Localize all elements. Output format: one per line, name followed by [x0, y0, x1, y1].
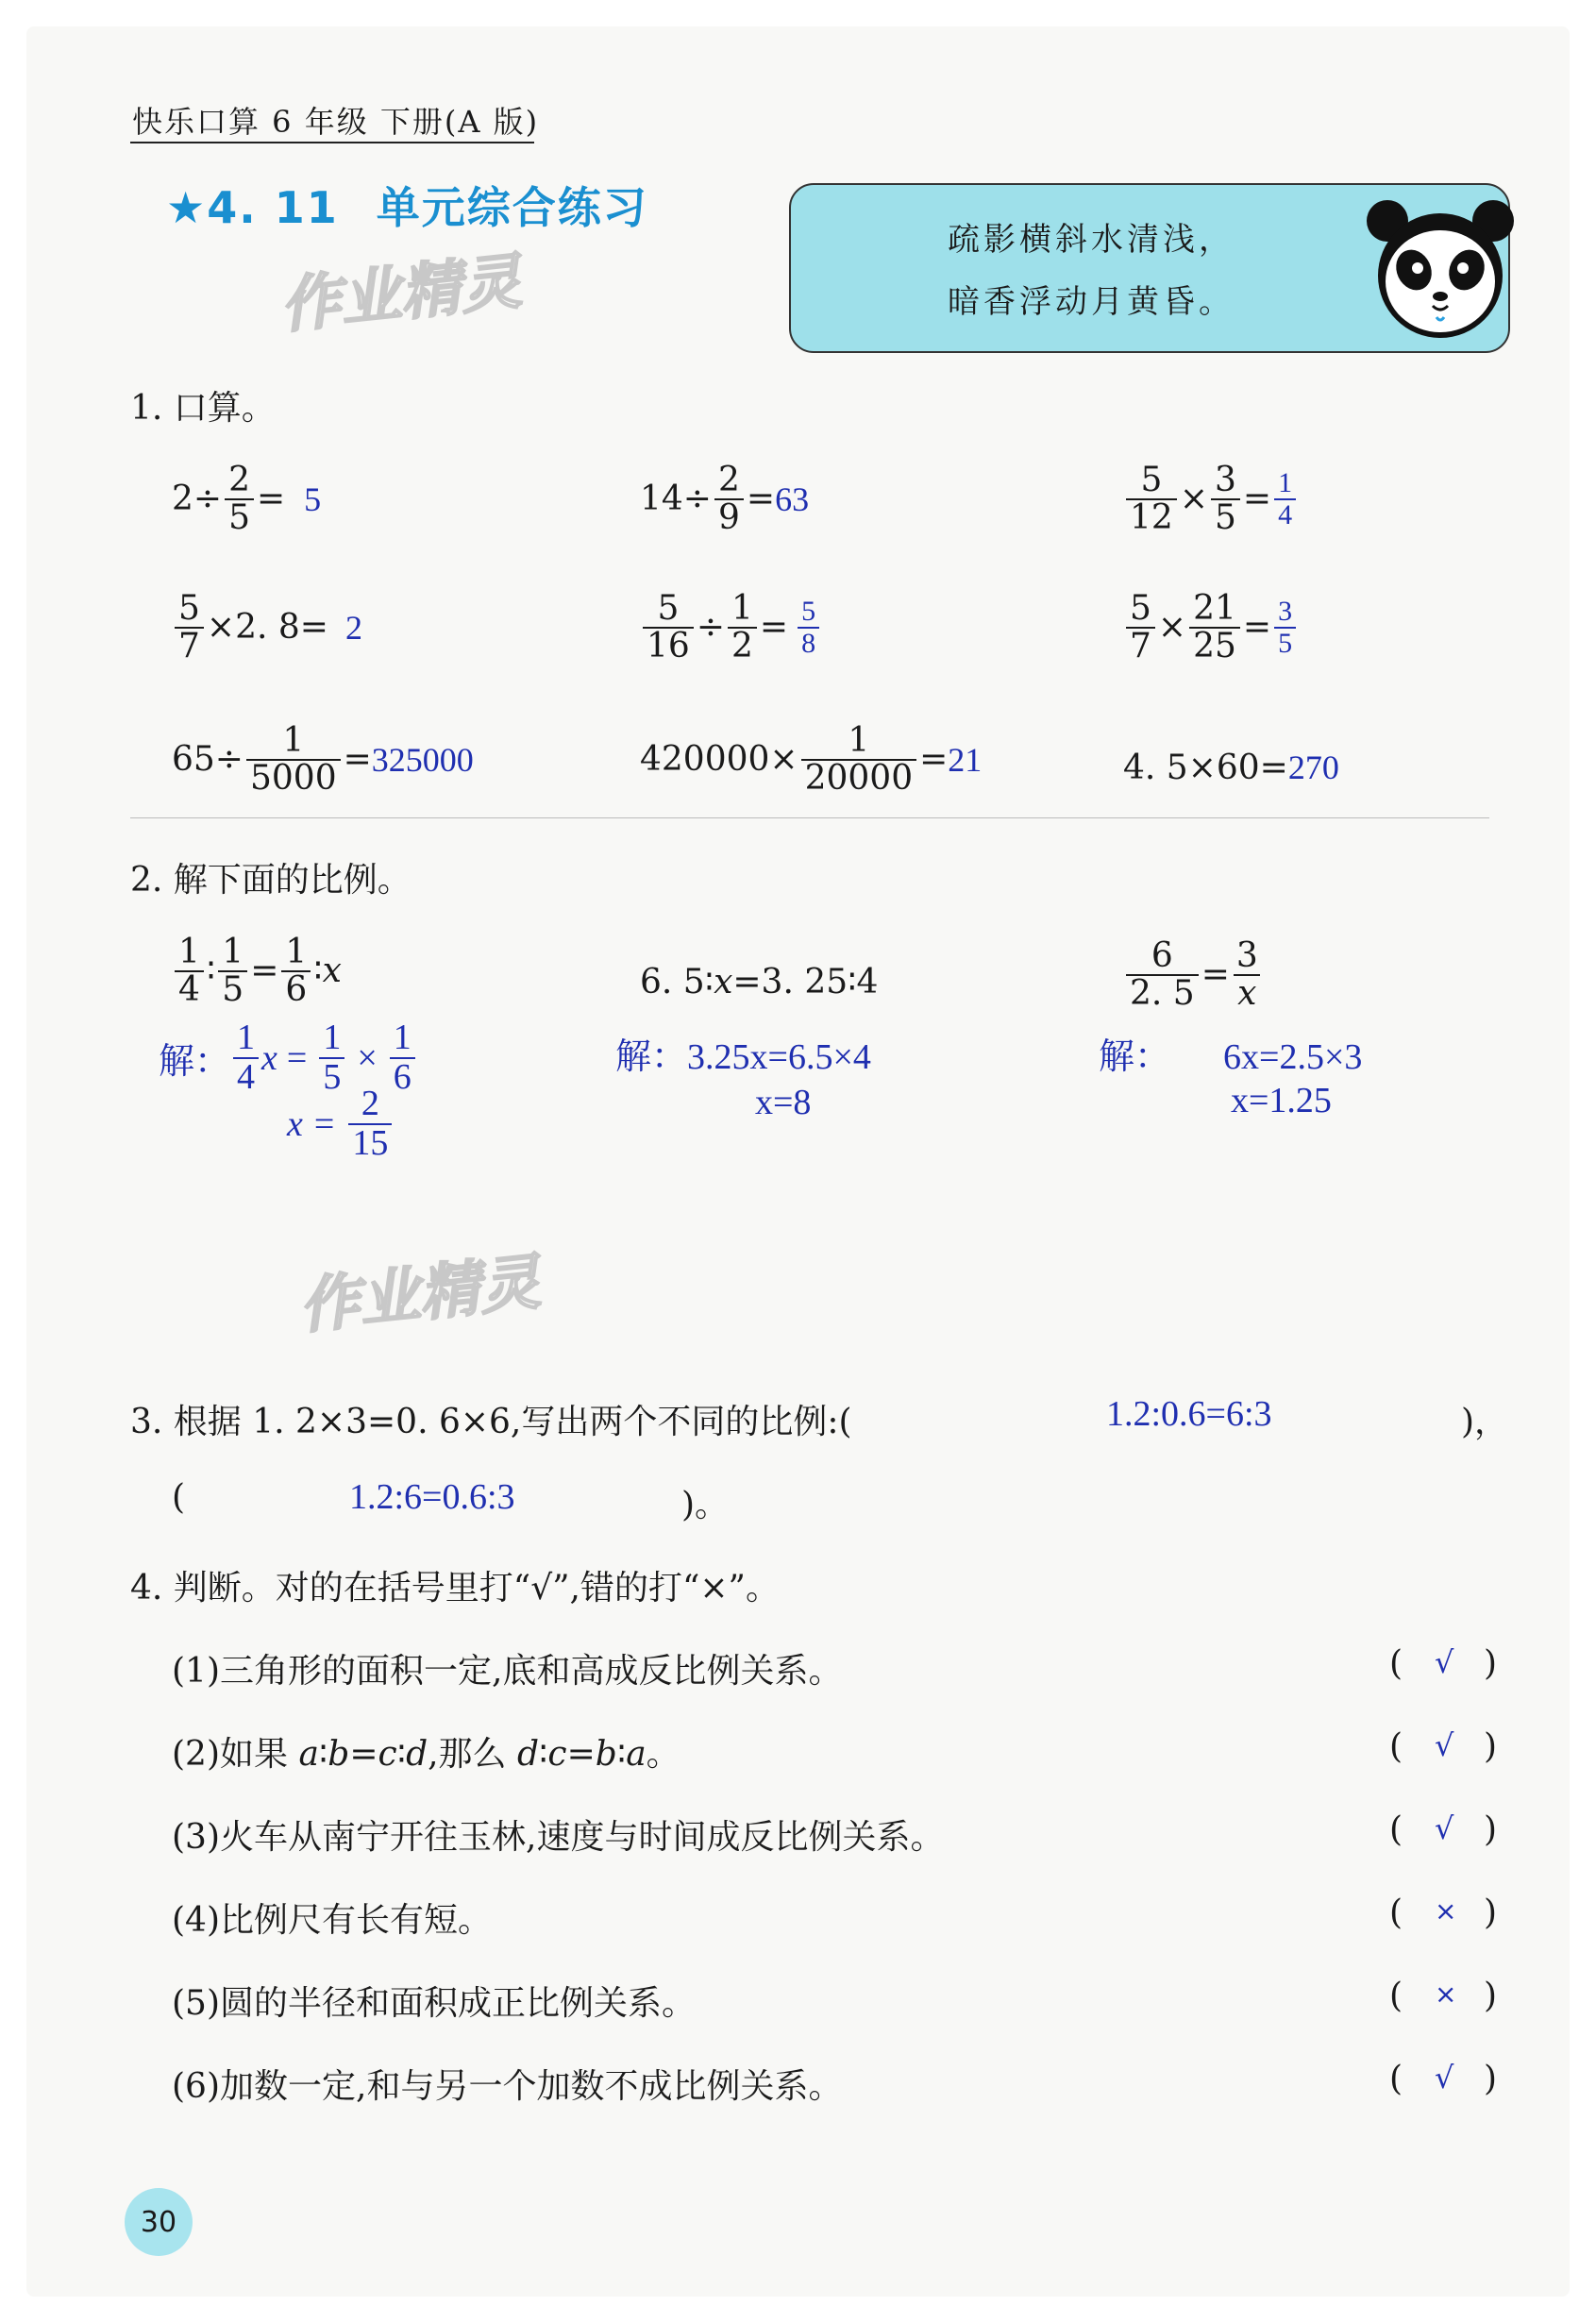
q3-close-1: )， [1461, 1403, 1509, 1441]
q1-r2c1: $\frac{5}{7}$ ×2. 8= 2 [172, 591, 362, 665]
q4-item-1: (1)三角形的面积一定,底和高成反比例关系。 [172, 1652, 843, 1691]
q3-text: 3. 根据 1. 2×3=0. 6×6,写出两个不同的比例:( [130, 1403, 852, 1441]
page-background [26, 26, 1570, 2297]
q4-item-6: (6)加数一定,和与另一个加数不成比例关系。 [172, 2067, 843, 2106]
q1-title: 1. 口算。 [130, 389, 276, 428]
q1-r3c3: 4. 5×60= 270 [1123, 748, 1339, 787]
q4-paren-open-3: ( [1389, 1810, 1403, 1849]
answer: 270 [1287, 749, 1339, 786]
q3-answer-2: 1.2:6=0.6:3 [349, 1477, 515, 1517]
q2-p1: $\frac{1}{4}$ ∶ $\frac{1}{5}$ = $\frac{1}{6}$ ∶ x [172, 934, 342, 1008]
answer: 2 [344, 608, 362, 647]
q2-p1-solution-line1: 解： $\frac{1}{4}$ x = $\frac{1}{5}$ × $\frac{1}{6}$ [159, 1019, 418, 1097]
page-number: 30 [125, 2188, 193, 2256]
header-underline [130, 142, 534, 143]
q4-paren-close-3: ) [1484, 1810, 1498, 1849]
q2-p3: $\frac{6}{2. 5}$ = $\frac{3}{x}$ [1123, 938, 1265, 1012]
q4-paren-open-6: ( [1389, 2060, 1403, 2098]
q2-p3-solution-line2: x=1.25 [1231, 1081, 1332, 1120]
q4-paren-open-2: ( [1389, 1727, 1403, 1766]
q4-paren-close-4: ) [1484, 1894, 1498, 1932]
q4-mark-4: × [1435, 1895, 1457, 1927]
answer: 63 [775, 480, 810, 518]
answer: 5 [304, 480, 322, 518]
panda-icon [1367, 194, 1514, 342]
q4-mark-2: √ [1435, 1727, 1454, 1763]
q4-item-4: (4)比例尺有长有短。 [172, 1901, 492, 1940]
q4-mark-6: √ [1435, 2060, 1454, 2096]
q4-paren-close-1: ) [1484, 1644, 1498, 1683]
q4-item-3: (3)火车从南宁开往玉林,速度与时间成反比例关系。 [172, 1818, 945, 1857]
q1-r1c1: 2÷ $\frac{2}{5}$ = 5 [172, 461, 322, 537]
poem-line-2: 暗香浮动月黄昏。 [948, 283, 1235, 321]
divider [130, 817, 1489, 818]
q4-paren-open-1: ( [1389, 1644, 1403, 1683]
q4-paren-close-2: ) [1484, 1727, 1498, 1766]
q1-r1c2: 14÷ $\frac{2}{9}$ = 63 [640, 461, 810, 537]
q4-mark-3: √ [1435, 1810, 1454, 1846]
q4-mark-5: × [1435, 1978, 1457, 2010]
answer: $\frac{1}{4}$ [1274, 468, 1296, 530]
q2-p2-solution-line1: 解：3.25x=6.5×4 [615, 1037, 871, 1077]
q4-paren-close-5: ) [1484, 1977, 1498, 2015]
q4-item-2: (2)如果 a∶b=c∶d,那么 d∶c=b∶a。 [172, 1735, 680, 1774]
q4-paren-open-4: ( [1389, 1894, 1403, 1932]
q3-answer-1: 1.2:0.6=6:3 [1106, 1394, 1272, 1434]
q2-p3-solution-line1: 解： 6x=2.5×3 [1099, 1037, 1363, 1077]
q1-r2c3: $\frac{5}{7}$ × $\frac{21}{25}$ = $\frac{3}{5}$ [1123, 591, 1299, 665]
q1-r2c2: $\frac{5}{16}$ ÷ $\frac{1}{2}$ = $\frac{5}{8}$ [640, 591, 822, 665]
q4-paren-open-5: ( [1389, 1977, 1403, 2015]
q4-mark-1: √ [1435, 1644, 1454, 1680]
answer: 21 [948, 740, 983, 779]
section-number: 4. 11 [207, 182, 339, 233]
q2-title: 2. 解下面的比例。 [130, 861, 412, 900]
watermark: 作业精灵 [277, 246, 525, 343]
q4-title: 4. 判断。对的在括号里打“√”,错的打“×”。 [130, 1569, 780, 1608]
q3-open-2: ( [172, 1478, 186, 1517]
q1-r1c3: $\frac{5}{12}$ × $\frac{3}{5}$ = $\frac{1}{4}$ [1123, 463, 1299, 536]
poem-line-1: 疏影横斜水清浅， [948, 221, 1235, 259]
q1-r3c2: 420000× $\frac{1}{20000}$ = 21 [640, 721, 983, 798]
watermark: 作业精灵 [295, 1247, 544, 1343]
q1-r3c1: 65÷ $\frac{1}{5000}$ = 325000 [172, 721, 474, 798]
q2-p2-solution-line2: x=8 [755, 1083, 812, 1122]
section-name: 单元综合练习 [376, 182, 648, 233]
answer: $\frac{3}{5}$ [1274, 597, 1296, 658]
star-icon: ★ [166, 182, 208, 233]
section-title [166, 174, 648, 236]
answer: 325000 [371, 740, 474, 779]
q2-p1-solution-line2: x = $\frac{2}{15}$ [287, 1086, 395, 1163]
q3-close-2: )。 [681, 1486, 730, 1524]
book-header: 快乐口算 6 年级 下册(A 版) [132, 104, 540, 140]
answer: $\frac{5}{8}$ [798, 597, 819, 658]
q4-paren-close-6: ) [1484, 2060, 1498, 2098]
q2-p2: 6. 5∶ x =3. 25∶4 [640, 963, 879, 1002]
q4-item-5: (5)圆的半径和面积成正比例关系。 [172, 1984, 696, 2023]
